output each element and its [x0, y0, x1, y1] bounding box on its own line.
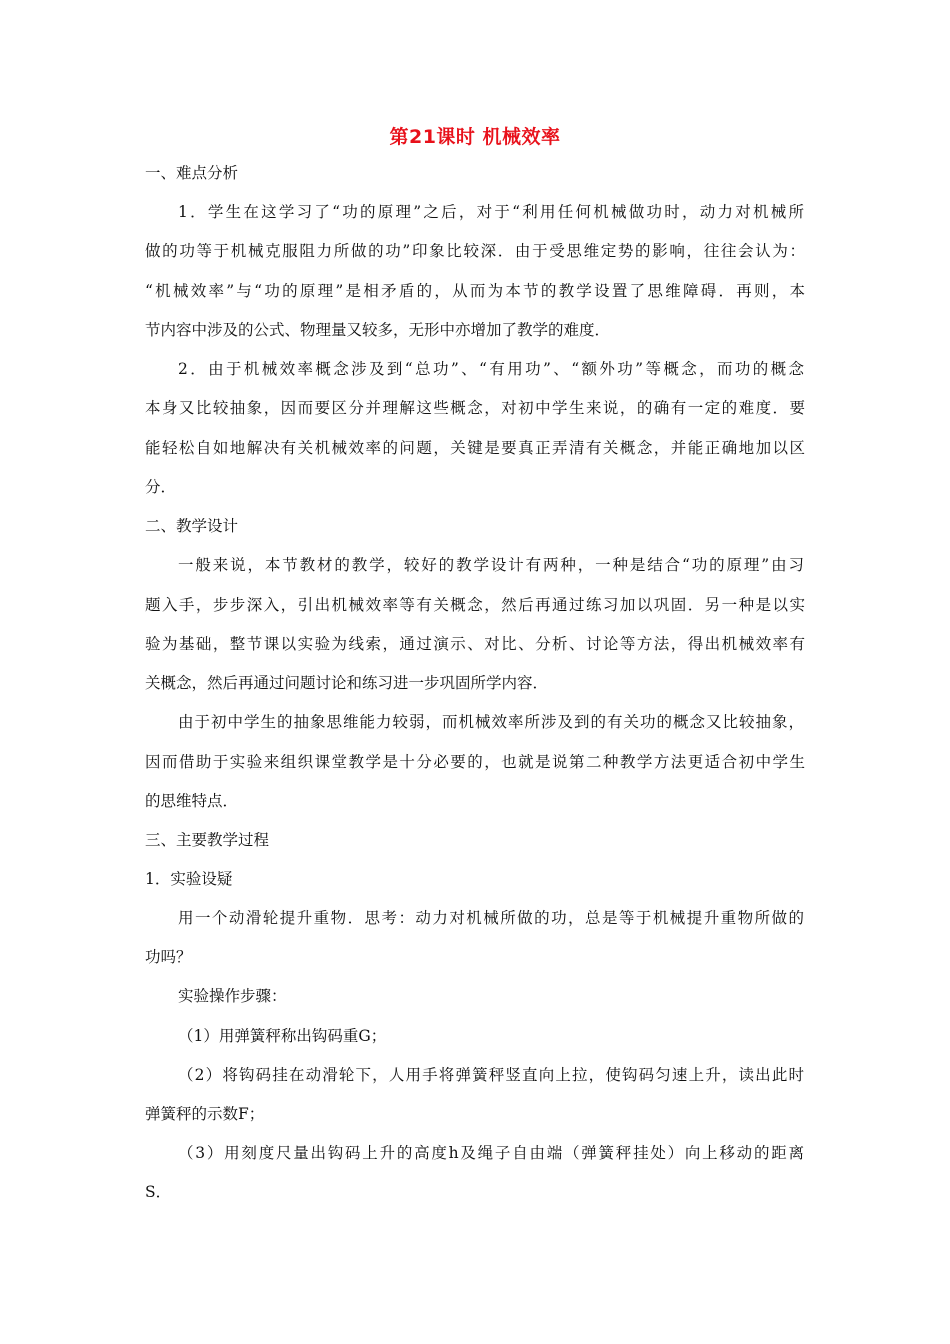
- step-item: 弹簧秤的示数F；: [145, 1105, 265, 1123]
- paragraph-line: 功吗？: [145, 948, 192, 966]
- paragraph-line: 1．学生在这学习了“功的原理”之后，对于“利用任何机械做功时，动力对机械所: [178, 203, 804, 221]
- section-heading-process: 三、主要教学过程: [145, 831, 270, 849]
- paragraph-line: 验为基础，整节课以实验为线索，通过演示、对比、分析、讨论等方法，得出机械效率有: [145, 635, 805, 653]
- section-heading-design: 二、教学设计: [145, 517, 239, 535]
- paragraph-line: 一般来说，本节教材的教学，较好的教学设计有两种，一种是结合“功的原理”由习: [178, 556, 804, 574]
- paragraph-line: 题入手，步步深入，引出机械效率等有关概念，然后再通过练习加以巩固．另一种是以实: [145, 596, 805, 614]
- paragraph-line: 用一个动滑轮提升重物．思考：动力对机械所做的功，总是等于机械提升重物所做的: [178, 909, 804, 927]
- paragraph-line: 做的功等于机械克服阻力所做的功”印象比较深．由于受思维定势的影响，往往会认为：: [145, 242, 805, 260]
- step-item: （3）用刻度尺量出钩码上升的高度h及绳子自由端（弹簧秤挂处）向上移动的距离: [178, 1144, 804, 1162]
- step-item: S．: [145, 1183, 172, 1201]
- page-title: 第21课时 机械效率: [389, 126, 561, 148]
- paragraph-line: 因而借助于实验来组织课堂教学是十分必要的，也就是说第二种教学方法更适合初中学生: [145, 753, 805, 771]
- paragraph-line: 由于初中学生的抽象思维能力较弱，而机械效率所涉及到的有关功的概念又比较抽象，: [178, 713, 804, 731]
- paragraph-line: 本身又比较抽象，因而要区分并理解这些概念，对初中学生来说，的确有一定的难度．要: [145, 399, 805, 417]
- paragraph-line: 的思维特点．: [145, 792, 239, 810]
- paragraph-line: 2．由于机械效率概念涉及到“总功”、“有用功”、“额外功”等概念，而功的概念: [178, 360, 804, 378]
- subsection-heading-experiment: 1．实验设疑: [145, 870, 233, 888]
- step-item: （2）将钩码挂在动滑轮下，人用手将弹簧秤竖直向上拉，使钩码匀速上升，读出此时: [178, 1066, 804, 1084]
- paragraph-line: 分．: [145, 478, 177, 496]
- step-item: （1）用弹簧秤称出钩码重G；: [178, 1027, 387, 1045]
- paragraph-line: 能轻松自如地解决有关机械效率的问题，关键是要真正弄清有关概念，并能正确地加以区: [145, 439, 805, 457]
- section-heading-difficulty: 一、难点分析: [145, 164, 239, 182]
- steps-label: 实验操作步骤：: [178, 987, 287, 1005]
- paragraph-line: 关概念，然后再通过问题讨论和练习进一步巩固所学内容．: [145, 674, 549, 692]
- paragraph-line: “机械效率”与“功的原理”是相矛盾的，从而为本节的教学设置了思维障碍．再则，本: [145, 282, 805, 300]
- paragraph-line: 节内容中涉及的公式、物理量又较多，无形中亦增加了教学的难度．: [145, 321, 611, 339]
